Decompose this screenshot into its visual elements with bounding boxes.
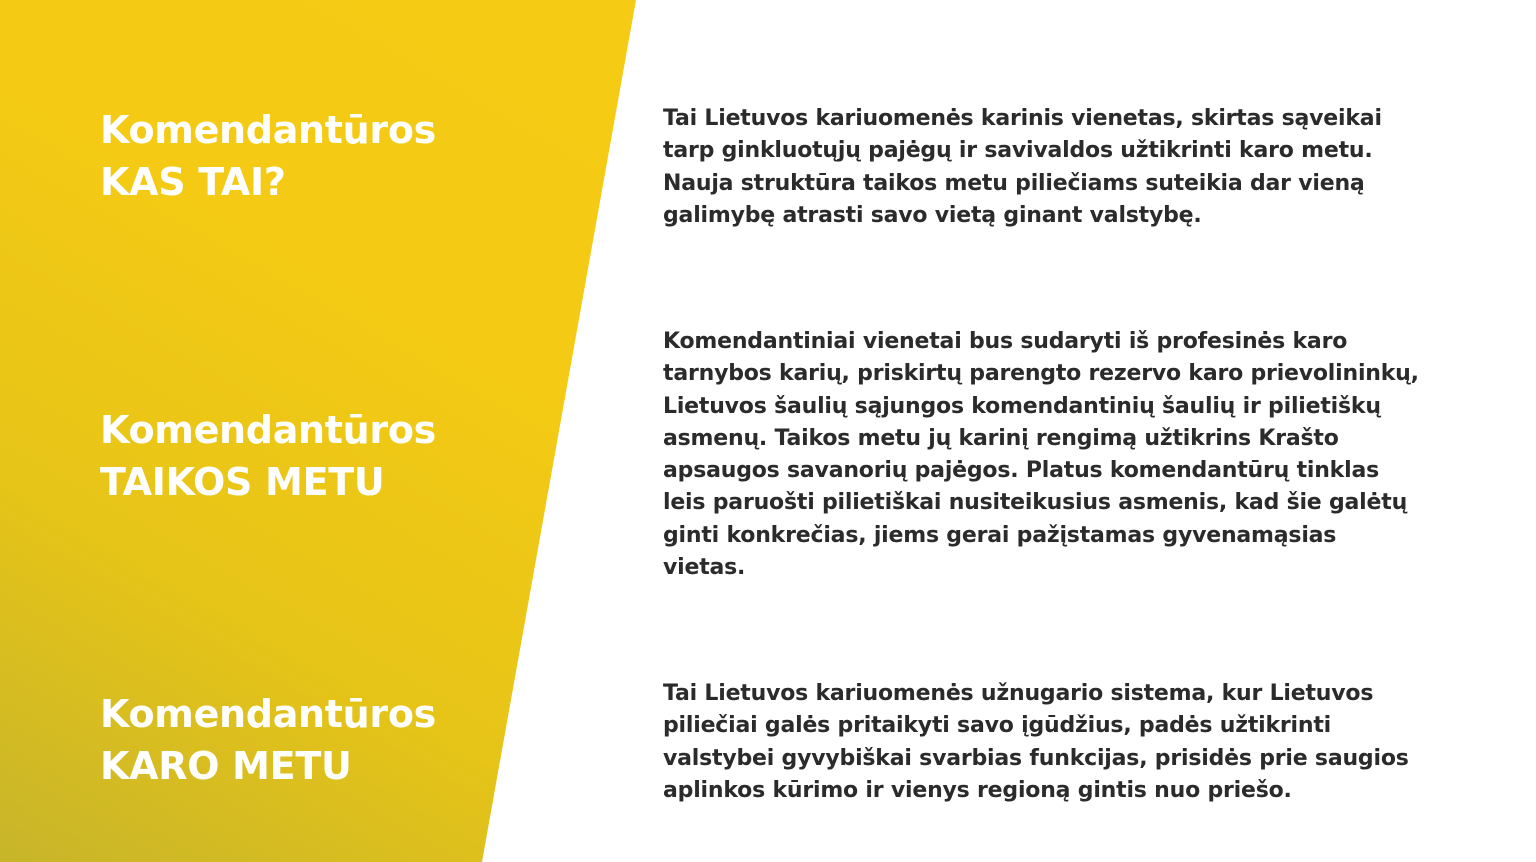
heading-line-1: Komendantūros xyxy=(100,408,436,452)
section-heading-taikos-metu xyxy=(100,404,436,508)
section-text-kas-tai: Tai Lietuvos kariuomenės karinis vienetas, skirtas sąveikai tarp ginkluotųjų pajėgų ir savivaldos užtikrinti karo metu. Nauja struktūra taikos metu piliečiams suteikia dar vieną galimybę atrasti savo vietą ginant valstybę. xyxy=(663,106,1382,228)
heading-line-2: TAIKOS METU xyxy=(100,460,385,504)
heading-line-1: Komendantūros xyxy=(100,108,436,152)
section-text-karo-metu: Tai Lietuvos kariuomenės užnugario sistema, kur Lietuvos piliečiai galės pritaikyti savo įgūdžius, padės užtikrinti valstybei gyvybiškai svarbias funkcijas, prisidės prie saugios aplinkos kūrimo ir vienys regioną gintis nuo priešo. xyxy=(663,681,1409,803)
section-text-taikos-metu: Komendantiniai vienetai bus sudaryti iš profesinės karo tarnybos karių, priskirtų parengto rezervo karo prievolininkų, Lietuvos šaulių sąjungos komendantinių šaulių ir pilietiškų asmenų. Taikos metu jų karinį rengimą užtikrins Krašto apsaugos savanorių pajėgos. Platus komendantūrų tinklas leis paruošti pilietiškai nusiteikusius asmenis, kad šie galėtų ginti konkrečias, jiems gerai pažįstamas gyvenamąsias vietas. xyxy=(663,329,1419,581)
section-heading-kas-tai xyxy=(100,104,436,208)
heading-line-1: Komendantūros xyxy=(100,692,436,736)
section-heading-karo-metu xyxy=(100,688,436,792)
heading-line-2: KARO METU xyxy=(100,744,352,788)
heading-line-2: KAS TAI? xyxy=(100,160,286,204)
